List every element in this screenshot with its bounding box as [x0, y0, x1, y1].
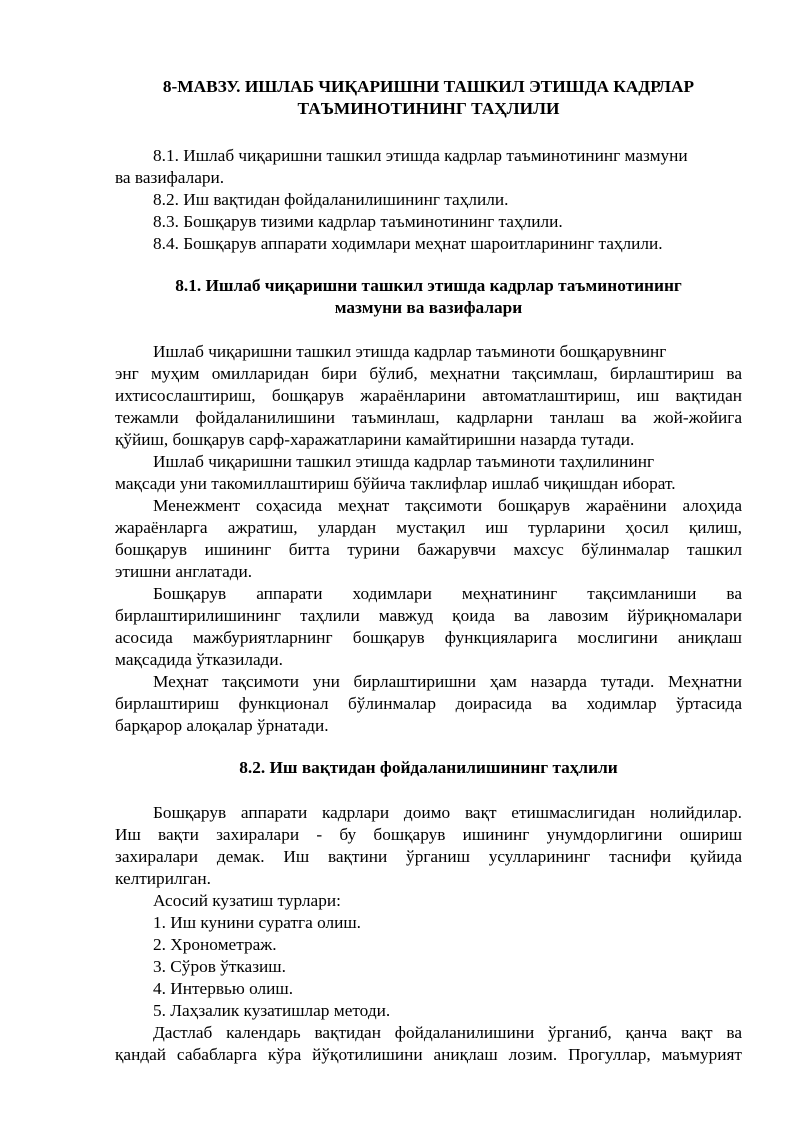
document-title-line-2: ТАЪМИНОТИНИНГ ТАҲЛИЛИ — [297, 99, 560, 118]
list-item: 3. Сўров ўтказиш. — [153, 957, 286, 976]
toc-item-1-line-1: 8.1. Ишлаб чиқаришни ташкил этишда кадрлар таъминотининг мазмуни — [153, 146, 688, 165]
toc-item-1-line-2: ва вазифалари. — [115, 168, 225, 187]
section-1-heading-line-2: мазмуни ва вазифалари — [334, 298, 523, 317]
toc-item-4: 8.4. Бошқарув аппарати ходимлари меҳнат шароитларининг таҳлили. — [153, 234, 663, 253]
paragraph-line: энг муҳим омилларидан бири бўлиб, меҳнатни тақсимлаш, бирлаштириш ва — [115, 364, 742, 383]
list-item: 5. Лаҳзалик кузатишлар методи. — [153, 1001, 391, 1020]
list-item: 2. Хронометраж. — [153, 935, 277, 954]
document-title-line-1: 8-МАВЗУ. ИШЛАБ ЧИҚАРИШНИ ТАШКИЛ ЭТИШДА КАДРЛАР — [162, 77, 695, 96]
list-item: 4. Интервью олиш. — [153, 979, 294, 998]
list-item: 1. Иш кунини суратга олиш. — [153, 913, 361, 932]
paragraph-line: Ишлаб чиқаришни ташкил этишда кадрлар таъминоти таҳлилининг — [153, 452, 655, 471]
toc-item-2: 8.2. Иш вақтидан фойдаланилишининг таҳлили. — [153, 190, 509, 209]
paragraph-line: Дастлаб календарь вақтидан фойдаланилишини ўрганиб, қанча вақт ва — [153, 1023, 742, 1042]
paragraph-line: ихтисослаштириш, бошқарув жараёнларини автоматлаштириш, иш вақтидан — [115, 386, 742, 405]
paragraph-line: бирлаштирилишининг таҳлили мавжуд қоида ва лавозим йўриқномалари — [115, 606, 742, 625]
paragraph-line: мақсадида ўтказилади. — [115, 650, 283, 669]
paragraph-line: Асосий кузатиш турлари: — [153, 891, 341, 910]
paragraph-line: Бошқарув аппарати ходимлари меҳнатининг тақсимланиши ва — [153, 584, 742, 603]
paragraph-line: этишни англатади. — [115, 562, 253, 581]
paragraph-line: барқарор алоқалар ўрнатади. — [115, 716, 329, 735]
paragraph-line: мақсади уни такомиллаштириш бўйича таклифлар ишлаб чиқишдан иборат. — [115, 474, 676, 493]
paragraph-line: Меҳнат тақсимоти уни бирлаштиришни ҳам назарда тутади. Меҳнатни — [153, 672, 742, 691]
section-2-heading: 8.2. Иш вақтидан фойдаланилишининг таҳлили — [239, 758, 618, 777]
paragraph-line: Иш вақти захиралари - бу бошқарув ишининг унумдорлигини ошириш — [115, 825, 742, 844]
paragraph-line: Ишлаб чиқаришни ташкил этишда кадрлар таъминоти бошқарувнинг — [153, 342, 667, 361]
paragraph-line: тежамли фойдаланилишини таъминлаш, кадрларни танлаш ва жой-жойига — [115, 408, 742, 427]
paragraph-line: Бошқарув аппарати кадрлари доимо вақт етишмаслигидан нолийдилар. — [153, 803, 742, 822]
paragraph-line: жараёнларга ажратиш, улардан мустақил иш турларини ҳосил қилиш, — [115, 518, 742, 537]
paragraph-line: бошқарув ишининг битта турини бажарувчи махсус бўлинмалар ташкил — [115, 540, 742, 559]
paragraph-line: қандай сабабларга кўра йўқотилишини аниқлаш лозим. Прогуллар, маъмурият — [115, 1045, 742, 1064]
paragraph-line: келтирилган. — [115, 869, 211, 888]
paragraph-line: бирлаштириш функционал бўлинмалар доирасида ва ходимлар ўртасида — [115, 694, 742, 713]
paragraph-line: Менежмент соҳасида меҳнат тақсимоти бошқарув жараёнини алоҳида — [153, 496, 742, 515]
paragraph-line: асосида мажбуриятларнинг бошқарув функцияларига мослигини аниқлаш — [115, 628, 742, 647]
paragraph-line: қўйиш, бошқарув сарф-харажатларини камайтиришни назарда тутади. — [115, 430, 635, 449]
section-1-heading-line-1: 8.1. Ишлаб чиқаришни ташкил этишда кадрлар таъминотининг — [175, 276, 682, 295]
paragraph-line: захиралари демак. Иш вақтини ўрганиш усулларининг таснифи қуйида — [115, 847, 742, 866]
toc-item-3: 8.3. Бошқарув тизими кадрлар таъминотининг таҳлили. — [153, 212, 563, 231]
